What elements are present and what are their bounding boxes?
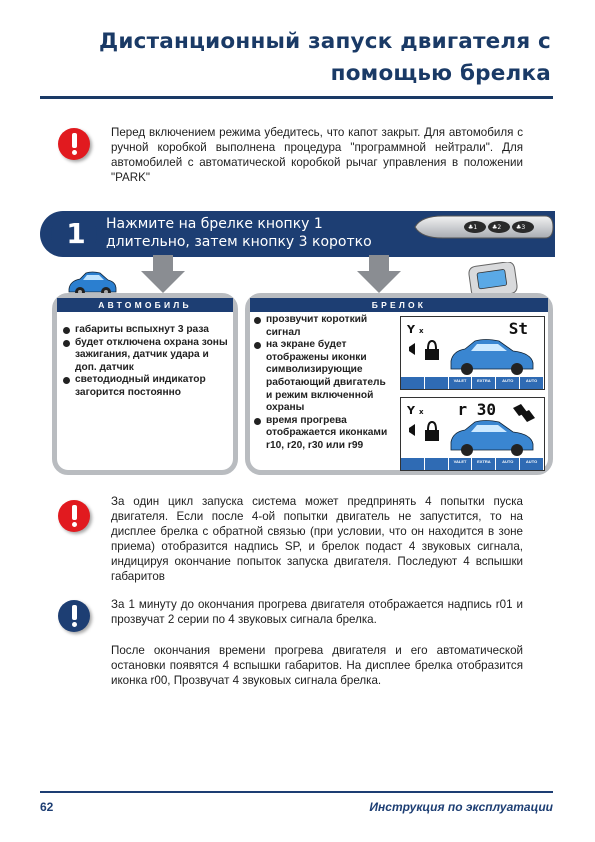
step-instruction-line1: Нажмите на брелке кнопку 1 (106, 216, 323, 232)
page-title-line2: помощью брелка (330, 61, 551, 86)
exclamation-icon (58, 128, 90, 160)
fob-panel-header: БРЕЛОК (250, 298, 548, 312)
arrow-down-icon (141, 255, 185, 293)
display-icon (425, 377, 449, 389)
fob-display-2 (400, 397, 545, 471)
list-item: на экране будет отображены иконки символизирующие работающий двигатель и режим включенной охраны (252, 339, 392, 415)
page-number: 62 (40, 800, 54, 814)
car-panel-header: АВТОМОБИЛЬ (57, 298, 233, 312)
svg-text:x: x (419, 408, 424, 416)
info-paragraph-1: За 1 минуту до окончания прогрева двигателя отображается надпись r01 и прозвучат 2 серии по 4 звуковых сигнала брелка. (111, 598, 523, 626)
display-icon-row (401, 377, 544, 389)
car-panel-list (61, 324, 233, 400)
key-fob-icon (413, 212, 555, 242)
step-instruction (106, 215, 406, 251)
svg-text:♣3: ♣3 (516, 224, 526, 231)
display-readout-2: r 30 (457, 400, 496, 419)
fob-panel (245, 293, 553, 475)
list-item: время прогрева отображается иконками r10, r20, r30 или r99 (252, 415, 392, 453)
arrow-down-icon (357, 255, 401, 293)
step-number: 1 (66, 217, 86, 250)
svg-text:Y: Y (407, 323, 415, 336)
car-panel (52, 293, 238, 475)
warning-paragraph-2: За один цикл запуска система может предпринять 4 попытки пуска двигателя. Если после 4-ой попытки двигатель не запустится, то на дисплее брелка с обратной связью (при условии, что он находится в зоне приема) отобразится надпись SP, и брелок подаст 4 звуковых сигнала, индицируя окончание попыток запуска двигателя. Последуют 4 вспышки габаритов (111, 495, 523, 583)
title-divider (40, 96, 553, 99)
svg-text:Y: Y (407, 404, 415, 417)
footer-label: Инструкция по эксплуатации (369, 800, 553, 814)
display-icon: EXTRA (472, 377, 496, 389)
display-icon: AUTO (520, 458, 544, 470)
display-readout-1: St (508, 319, 528, 338)
display-icon: EXTRA (472, 458, 496, 470)
display-icon (401, 377, 425, 389)
fob-display-1 (400, 316, 545, 390)
display-icon: VALET (449, 377, 473, 389)
page-title (71, 26, 551, 90)
exclamation-icon (58, 500, 90, 532)
fob-panel-list (252, 314, 392, 453)
list-item: будет отключена охрана зоны зажигания, датчик удара и доп. датчик (61, 337, 233, 375)
display-icon: AUTO (496, 377, 520, 389)
display-icon (401, 458, 425, 470)
info-paragraph-2: После окончания времени прогрева двигателя и его автоматической остановки появятся 4 вспышки габаритов. На дисплее брелка отобразится иконка r00, Прозвучат 4 звуковых сигнала брелка. (111, 644, 523, 687)
list-item: прозвучит короткий сигнал (252, 314, 392, 339)
svg-text:♣2: ♣2 (492, 224, 502, 231)
info-exclamation-icon (58, 600, 90, 632)
display-icon: AUTO (496, 458, 520, 470)
display-icon: AUTO (520, 377, 544, 389)
step-instruction-line2: длительно, затем кнопку 3 коротко (106, 234, 372, 250)
footer-divider (40, 791, 553, 793)
display-icon (425, 458, 449, 470)
svg-text:♣1: ♣1 (468, 224, 478, 231)
display-icon-row (401, 458, 544, 470)
list-item: светодиодный индикатор загорится постоянно (61, 374, 233, 399)
svg-text:x: x (419, 327, 424, 335)
page-title-line1: Дистанционный запуск двигателя с (99, 29, 551, 54)
warning-paragraph-1: Перед включением режима убедитесь, что капот закрыт. Для автомобиля с ручной коробкой выполнена процедура "программной нейтрали". Для автомобилей с автоматической коробкой рычаг управления в положении "PARK" (111, 126, 523, 184)
list-item: габариты вспыхнут 3 раза (61, 324, 233, 337)
display-icon: VALET (449, 458, 473, 470)
